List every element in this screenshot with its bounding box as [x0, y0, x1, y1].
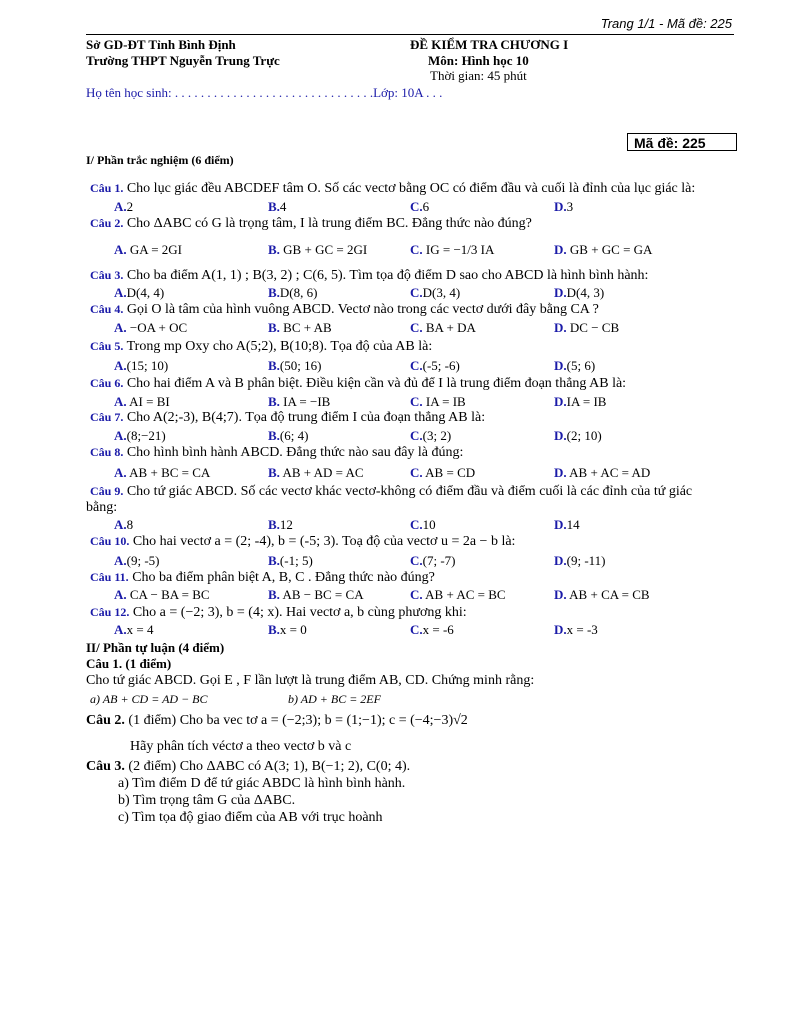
- option-a[interactable]: A.(9; -5): [114, 553, 160, 568]
- essay-q1-title: Câu 1. (1 điểm): [86, 656, 172, 671]
- question-text: Cho ba điểm phân biệt A, B, C . Đẳng thức nào đúng?: [132, 570, 435, 585]
- question-text-cont: bằng:: [86, 500, 118, 515]
- essay-q2: [86, 713, 468, 729]
- option-c[interactable]: C.6: [410, 199, 430, 214]
- option-a[interactable]: A.D(4, 4): [114, 285, 165, 300]
- question-number: Câu 6.: [90, 376, 124, 390]
- question-text: Cho lục giác đều ABCDEF tâm O. Số các vectơ bằng OC có điểm đầu và cuối là đỉnh của lục giác là:: [126, 181, 696, 196]
- option-a[interactable]: A. −OA + OC: [114, 320, 188, 335]
- student-line: Họ tên học sinh: . . . . . . . . . . . . . . . . . . . . . . . . . . . . . . .Lớp: 10A . . .: [86, 85, 443, 100]
- part2-title: II/ Phần tự luận (4 điểm): [86, 640, 225, 655]
- option-b[interactable]: B.(6; 4): [268, 428, 309, 443]
- question-text: Cho ΔABC có G là trọng tâm, I là trung điểm BC. Đẳng thức nào đúng?: [126, 216, 532, 231]
- option-b[interactable]: B. AB + AD = AC: [268, 465, 364, 480]
- option-c[interactable]: C.D(3, 4): [410, 285, 461, 300]
- question-number: Câu 2.: [90, 216, 124, 230]
- option-b[interactable]: B.D(8, 6): [268, 285, 318, 300]
- part1-title: I/ Phần trắc nghiệm (6 điểm): [86, 153, 234, 167]
- department: Sở GD-ĐT Tỉnh Bình Định: [86, 37, 236, 52]
- option-c[interactable]: C.x = -6: [410, 622, 454, 637]
- option-a[interactable]: A.(15; 10): [114, 358, 169, 373]
- option-b[interactable]: B. BC + AB: [268, 320, 332, 335]
- option-a[interactable]: A.2: [114, 199, 134, 214]
- question-text: Cho A(2;-3), B(4;7). Tọa độ trung điểm I của đoạn thẳng AB là:: [126, 410, 486, 425]
- option-c[interactable]: C.(-5; -6): [410, 358, 460, 373]
- essay-q3-part-a: a) Tìm điểm D để tứ giác ABDC là hình bình hành.: [118, 776, 406, 791]
- question-number: Câu 8.: [90, 445, 124, 459]
- essay-q3-part-b: b) Tìm trọng tâm G của ΔABC.: [118, 793, 296, 808]
- option-c[interactable]: C. BA + DA: [410, 320, 476, 335]
- option-d[interactable]: D. DC − CB: [554, 320, 620, 335]
- essay-q3-text: (2 điểm) Cho ΔABC có A(3; 1), B(−1; 2), C(0; 4).: [128, 759, 411, 774]
- option-d[interactable]: D.IA = IB: [554, 394, 607, 409]
- exam-code-box: Mã đề: 225: [627, 133, 737, 151]
- question-5: [90, 339, 432, 355]
- option-c[interactable]: C.(7; -7): [410, 553, 456, 568]
- option-b[interactable]: B. IA = −IB: [268, 394, 331, 409]
- essay-q2-label: Câu 2.: [86, 713, 125, 728]
- option-d[interactable]: D.(5; 6): [554, 358, 596, 373]
- option-c[interactable]: C. AB = CD: [410, 465, 476, 480]
- essay-q3: [86, 759, 410, 775]
- option-b[interactable]: B.4: [268, 199, 287, 214]
- option-b[interactable]: B.x = 0: [268, 622, 307, 637]
- question-8: [90, 445, 463, 461]
- question-number: Câu 10.: [90, 534, 130, 548]
- question-1: [90, 181, 695, 197]
- question-number: Câu 5.: [90, 339, 124, 353]
- option-d[interactable]: D.(9; -11): [554, 553, 606, 568]
- option-a[interactable]: A.8: [114, 517, 134, 532]
- option-c[interactable]: C. AB + AC = BC: [410, 587, 506, 602]
- option-d[interactable]: D.3: [554, 199, 574, 214]
- option-d[interactable]: D. AB + AC = AD: [554, 465, 651, 480]
- option-c[interactable]: C.(3; 2): [410, 428, 452, 443]
- question-text: Trong mp Oxy cho A(5;2), B(10;8). Tọa độ của AB là:: [126, 339, 433, 354]
- duration: Thời gian: 45 phút: [430, 68, 527, 83]
- subject: Môn: Hình học 10: [428, 53, 529, 68]
- option-a[interactable]: A. CA − BA = BC: [114, 587, 210, 602]
- option-d[interactable]: D.x = -3: [554, 622, 598, 637]
- question-7: [90, 410, 485, 426]
- question-text: Cho hai vectơ a = (2; -4), b = (-5; 3). Toạ độ của vectơ u = 2a − b là:: [132, 534, 516, 549]
- question-text: Cho ba điểm A(1, 1) ; B(3, 2) ; C(6, 5). Tìm tọa độ điểm D sao cho ABCD là hình bình hành:: [126, 268, 649, 283]
- essay-q2-line2: Hãy phân tích véctơ a theo vectơ b và c: [130, 739, 352, 754]
- option-d[interactable]: D.D(4, 3): [554, 285, 605, 300]
- option-a[interactable]: A.x = 4: [114, 622, 154, 637]
- option-a[interactable]: A. AI = BI: [114, 394, 170, 409]
- question-11: [90, 570, 435, 586]
- page-info: Trang 1/1 - Mã đề: 225: [600, 16, 732, 31]
- header-rule: [86, 34, 734, 35]
- option-b[interactable]: B.(-1; 5): [268, 553, 313, 568]
- option-d[interactable]: D.14: [554, 517, 580, 532]
- question-3: [90, 268, 648, 284]
- question-2: [90, 216, 532, 232]
- essay-q3-label: Câu 3.: [86, 759, 125, 774]
- essay-q1-part-a: a) AB + CD = AD − BC: [90, 692, 208, 706]
- option-c[interactable]: C.10: [410, 517, 436, 532]
- option-b[interactable]: B. GB + GC = 2GI: [268, 242, 368, 257]
- option-c[interactable]: C. IG = −1/3 IA: [410, 242, 495, 257]
- question-10: [90, 534, 515, 550]
- question-number: Câu 3.: [90, 268, 124, 282]
- question-number: Câu 7.: [90, 410, 124, 424]
- question-4: [90, 302, 599, 318]
- option-b[interactable]: B.12: [268, 517, 293, 532]
- question-number: Câu 9.: [90, 484, 124, 498]
- question-text: Cho a = (−2; 3), b = (4; x). Hai vectơ a, b cùng phương khi:: [132, 605, 467, 620]
- question-text: Cho hai điểm A và B phân biệt. Điều kiện cần và đủ để I là trung điểm đoạn thẳng AB là:: [126, 376, 627, 391]
- exam-title: ĐỀ KIỂM TRA CHƯƠNG I: [410, 37, 569, 52]
- option-d[interactable]: D. AB + CA = CB: [554, 587, 650, 602]
- option-b[interactable]: B. AB − BC = CA: [268, 587, 364, 602]
- question-text: Cho tứ giác ABCD. Số các vectơ khác vectơ-không có điểm đầu và điểm cuối là các đỉnh của tứ giác: [126, 484, 693, 499]
- option-d[interactable]: D. GB + GC = GA: [554, 242, 653, 257]
- essay-q1-part-b: b) AD + BC = 2EF: [288, 692, 381, 706]
- question-text: Gọi O là tâm của hình vuông ABCD. Vectơ nào trong các vectơ dưới đây bằng CA ?: [126, 302, 599, 317]
- question-9: [90, 484, 692, 500]
- question-number: Câu 11.: [90, 570, 129, 584]
- question-12: [90, 605, 467, 621]
- option-a[interactable]: A. AB + BC = CA: [114, 465, 211, 480]
- question-number: Câu 1.: [90, 181, 124, 195]
- question-text: Cho hình bình hành ABCD. Đẳng thức nào sau đây là đúng:: [126, 445, 464, 460]
- essay-q2-text: (1 điểm) Cho ba vec tơ a = (−2;3); b = (1;−1); c = (−4;−3)√2: [128, 713, 468, 728]
- option-d[interactable]: D.(2; 10): [554, 428, 602, 443]
- essay-q1-text: Cho tứ giác ABCD. Gọi E , F lần lượt là trung điểm AB, CD. Chứng minh rằng:: [86, 673, 535, 688]
- question-6: [90, 376, 626, 392]
- option-a[interactable]: A.(8;−21): [114, 428, 166, 443]
- question-number: Câu 4.: [90, 302, 124, 316]
- option-c[interactable]: C. IA = IB: [410, 394, 466, 409]
- essay-q3-part-c: c) Tìm tọa độ giao điểm của AB với trục hoành: [118, 810, 383, 825]
- option-a[interactable]: A. GA = 2GI: [114, 242, 182, 257]
- option-b[interactable]: B.(50; 16): [268, 358, 322, 373]
- question-number: Câu 12.: [90, 605, 130, 619]
- school-name: Trường THPT Nguyễn Trung Trực: [86, 53, 280, 68]
